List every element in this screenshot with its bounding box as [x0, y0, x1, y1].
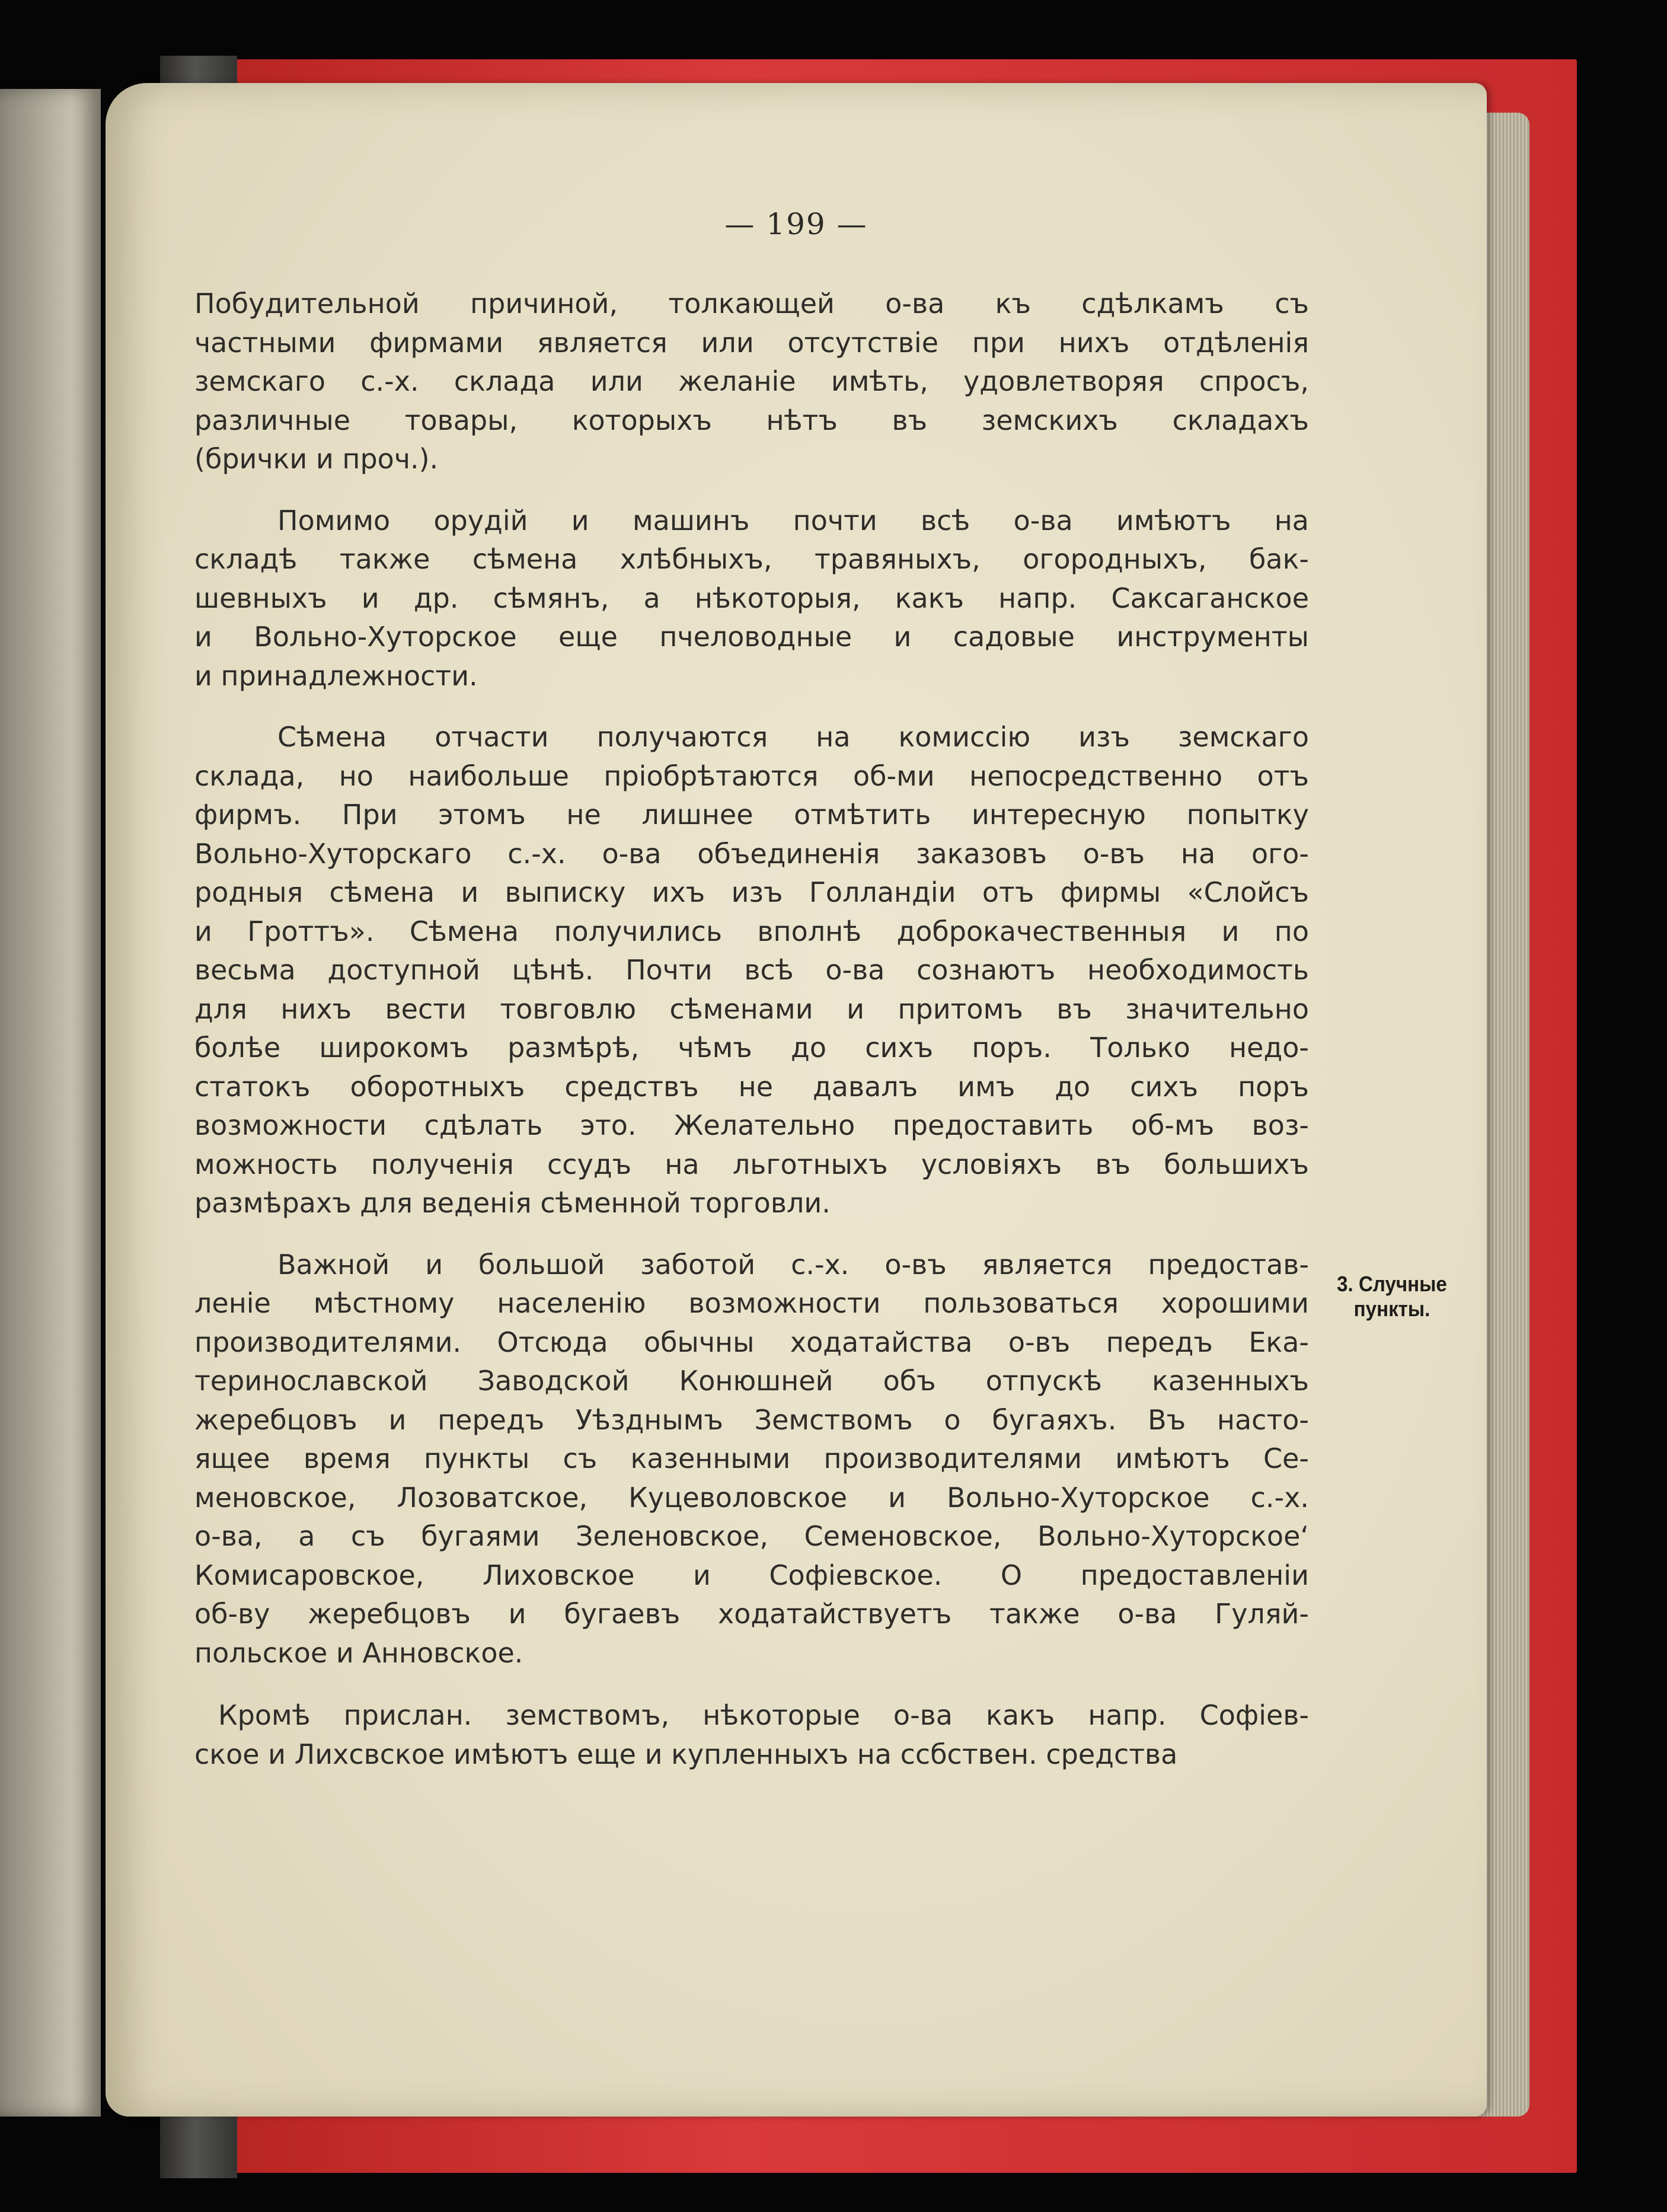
paragraph-gap: [194, 695, 1309, 718]
text-line: шевныхъ и др. сѣмянъ, а нѣкоторыя, какъ напр. Саксаганское: [194, 582, 1309, 614]
text-line: возможности сдѣлать это. Желательно предоставить об-мъ воз-: [194, 1109, 1309, 1141]
text-line: статокъ оборотныхъ средствъ не давалъ имъ до сихъ поръ: [194, 1070, 1309, 1103]
text-line: Кромѣ прислан. земствомъ, нѣкоторые о-ва какъ напр. Софіев-: [218, 1699, 1309, 1731]
text-line: Помимо орудій и машинъ почти всѣ о-ва имѣютъ на: [277, 504, 1309, 537]
text-line: и Гроттъ». Сѣмена получились вполнѣ доброкачественныя и по: [194, 915, 1309, 947]
book-page: [106, 83, 1487, 2117]
text-line: ящее время пункты съ казенными производителями имѣютъ Се-: [194, 1442, 1309, 1474]
facing-page-edge: [0, 89, 101, 2117]
text-line: фирмъ. При этомъ не лишнее отмѣтить интересную попытку: [194, 799, 1309, 831]
text-line: и принадлежности.: [194, 659, 478, 692]
text-line: производителями. Отсюда обычны ходатайства о-въ передъ Ека-: [194, 1326, 1309, 1358]
margin-note: 3. Случные пункты.: [1337, 1272, 1447, 1321]
paragraph-p1: [194, 285, 1309, 479]
text-line: теринославской Заводской Конюшней объ отпускѣ казенныхъ: [194, 1365, 1309, 1397]
text-line: для нихъ вести товговлю сѣменами и притомъ въ значительно: [194, 992, 1309, 1025]
text-line: земскаго с.-х. склада или желаніе имѣть, удовлетворяя спросъ,: [194, 365, 1309, 397]
text-line: об-ву жеребцовъ и бугаевъ ходатайствуетъ также о-ва Гуляй-: [194, 1598, 1309, 1630]
paragraph-gap: [194, 1223, 1309, 1246]
text-line: различные товары, которыхъ нѣтъ въ земскихъ складахъ: [194, 404, 1309, 436]
text-line: Сѣмена отчасти получаются на комиссію изъ земскаго: [277, 721, 1309, 753]
paragraph-gap: [194, 1672, 1309, 1696]
text-line: Побудительной причиной, толкающей о-ва къ сдѣлкамъ съ: [194, 288, 1309, 320]
paragraph-p4: [194, 1246, 1309, 1673]
text-line: размѣрахъ для веденія сѣменной торговли.: [194, 1187, 831, 1219]
text-line: леніе мѣстному населенію возможности пользоваться хорошими: [194, 1287, 1309, 1319]
paragraph-p2: [194, 502, 1309, 696]
text-line: частными фирмами является или отсутствіе при нихъ отдѣленія: [194, 326, 1309, 359]
text-line: складѣ также сѣмена хлѣбныхъ, травяныхъ, огородныхъ, бак-: [194, 543, 1309, 575]
text-line: болѣе широкомъ размѣрѣ, чѣмъ до сихъ поръ. Только недо-: [194, 1032, 1309, 1064]
paragraph-gap: [194, 479, 1309, 502]
text-line: весьма доступной цѣнѣ. Почти всѣ о-ва сознаютъ необходимость: [194, 954, 1309, 986]
paragraph-p5: [194, 1696, 1309, 1774]
text-line: Комисаровское, Лиховское и Софіевское. О предоставленіи: [194, 1559, 1309, 1591]
paragraph-p3: [194, 718, 1309, 1223]
text-line: Вольно-Хуторскаго с.-х. о-ва объединенія заказовъ о-въ на ого-: [194, 837, 1309, 870]
text-line: ское и Лихсвское имѣютъ еще и купленныхъ на ссбствен. средства: [194, 1738, 1178, 1770]
text-line: родныя сѣмена и выписку ихъ изъ Голландіи отъ фирмы «Слойсъ: [194, 876, 1309, 908]
text-line: жеребцовъ и передъ Уѣзднымъ Земствомъ о бугаяхъ. Въ насто-: [194, 1403, 1309, 1436]
main-text-column: [194, 285, 1309, 1774]
page-number: — 199 —: [724, 207, 868, 241]
text-line: меновское, Лозоватское, Куцеволовское и Вольно-Хуторское с.-х.: [194, 1481, 1309, 1514]
text-line: можность полученія ссудъ на льготныхъ условіяхъ въ большихъ: [194, 1148, 1309, 1180]
text-line: (брички и проч.).: [194, 443, 439, 475]
text-line: о-ва, а съ бугаями Зеленовское, Семеновское, Вольно-Хуторское‘: [194, 1520, 1309, 1552]
text-line: Важной и большой заботой с.-х. о-въ является предостав-: [277, 1248, 1309, 1281]
text-line: склада, но наибольше пріобрѣтаются об-ми непосредственно отъ: [194, 759, 1309, 792]
text-line: и Вольно-Хуторское еще пчеловодные и садовые инструменты: [194, 621, 1309, 653]
text-line: польское и Анновское.: [194, 1636, 523, 1669]
